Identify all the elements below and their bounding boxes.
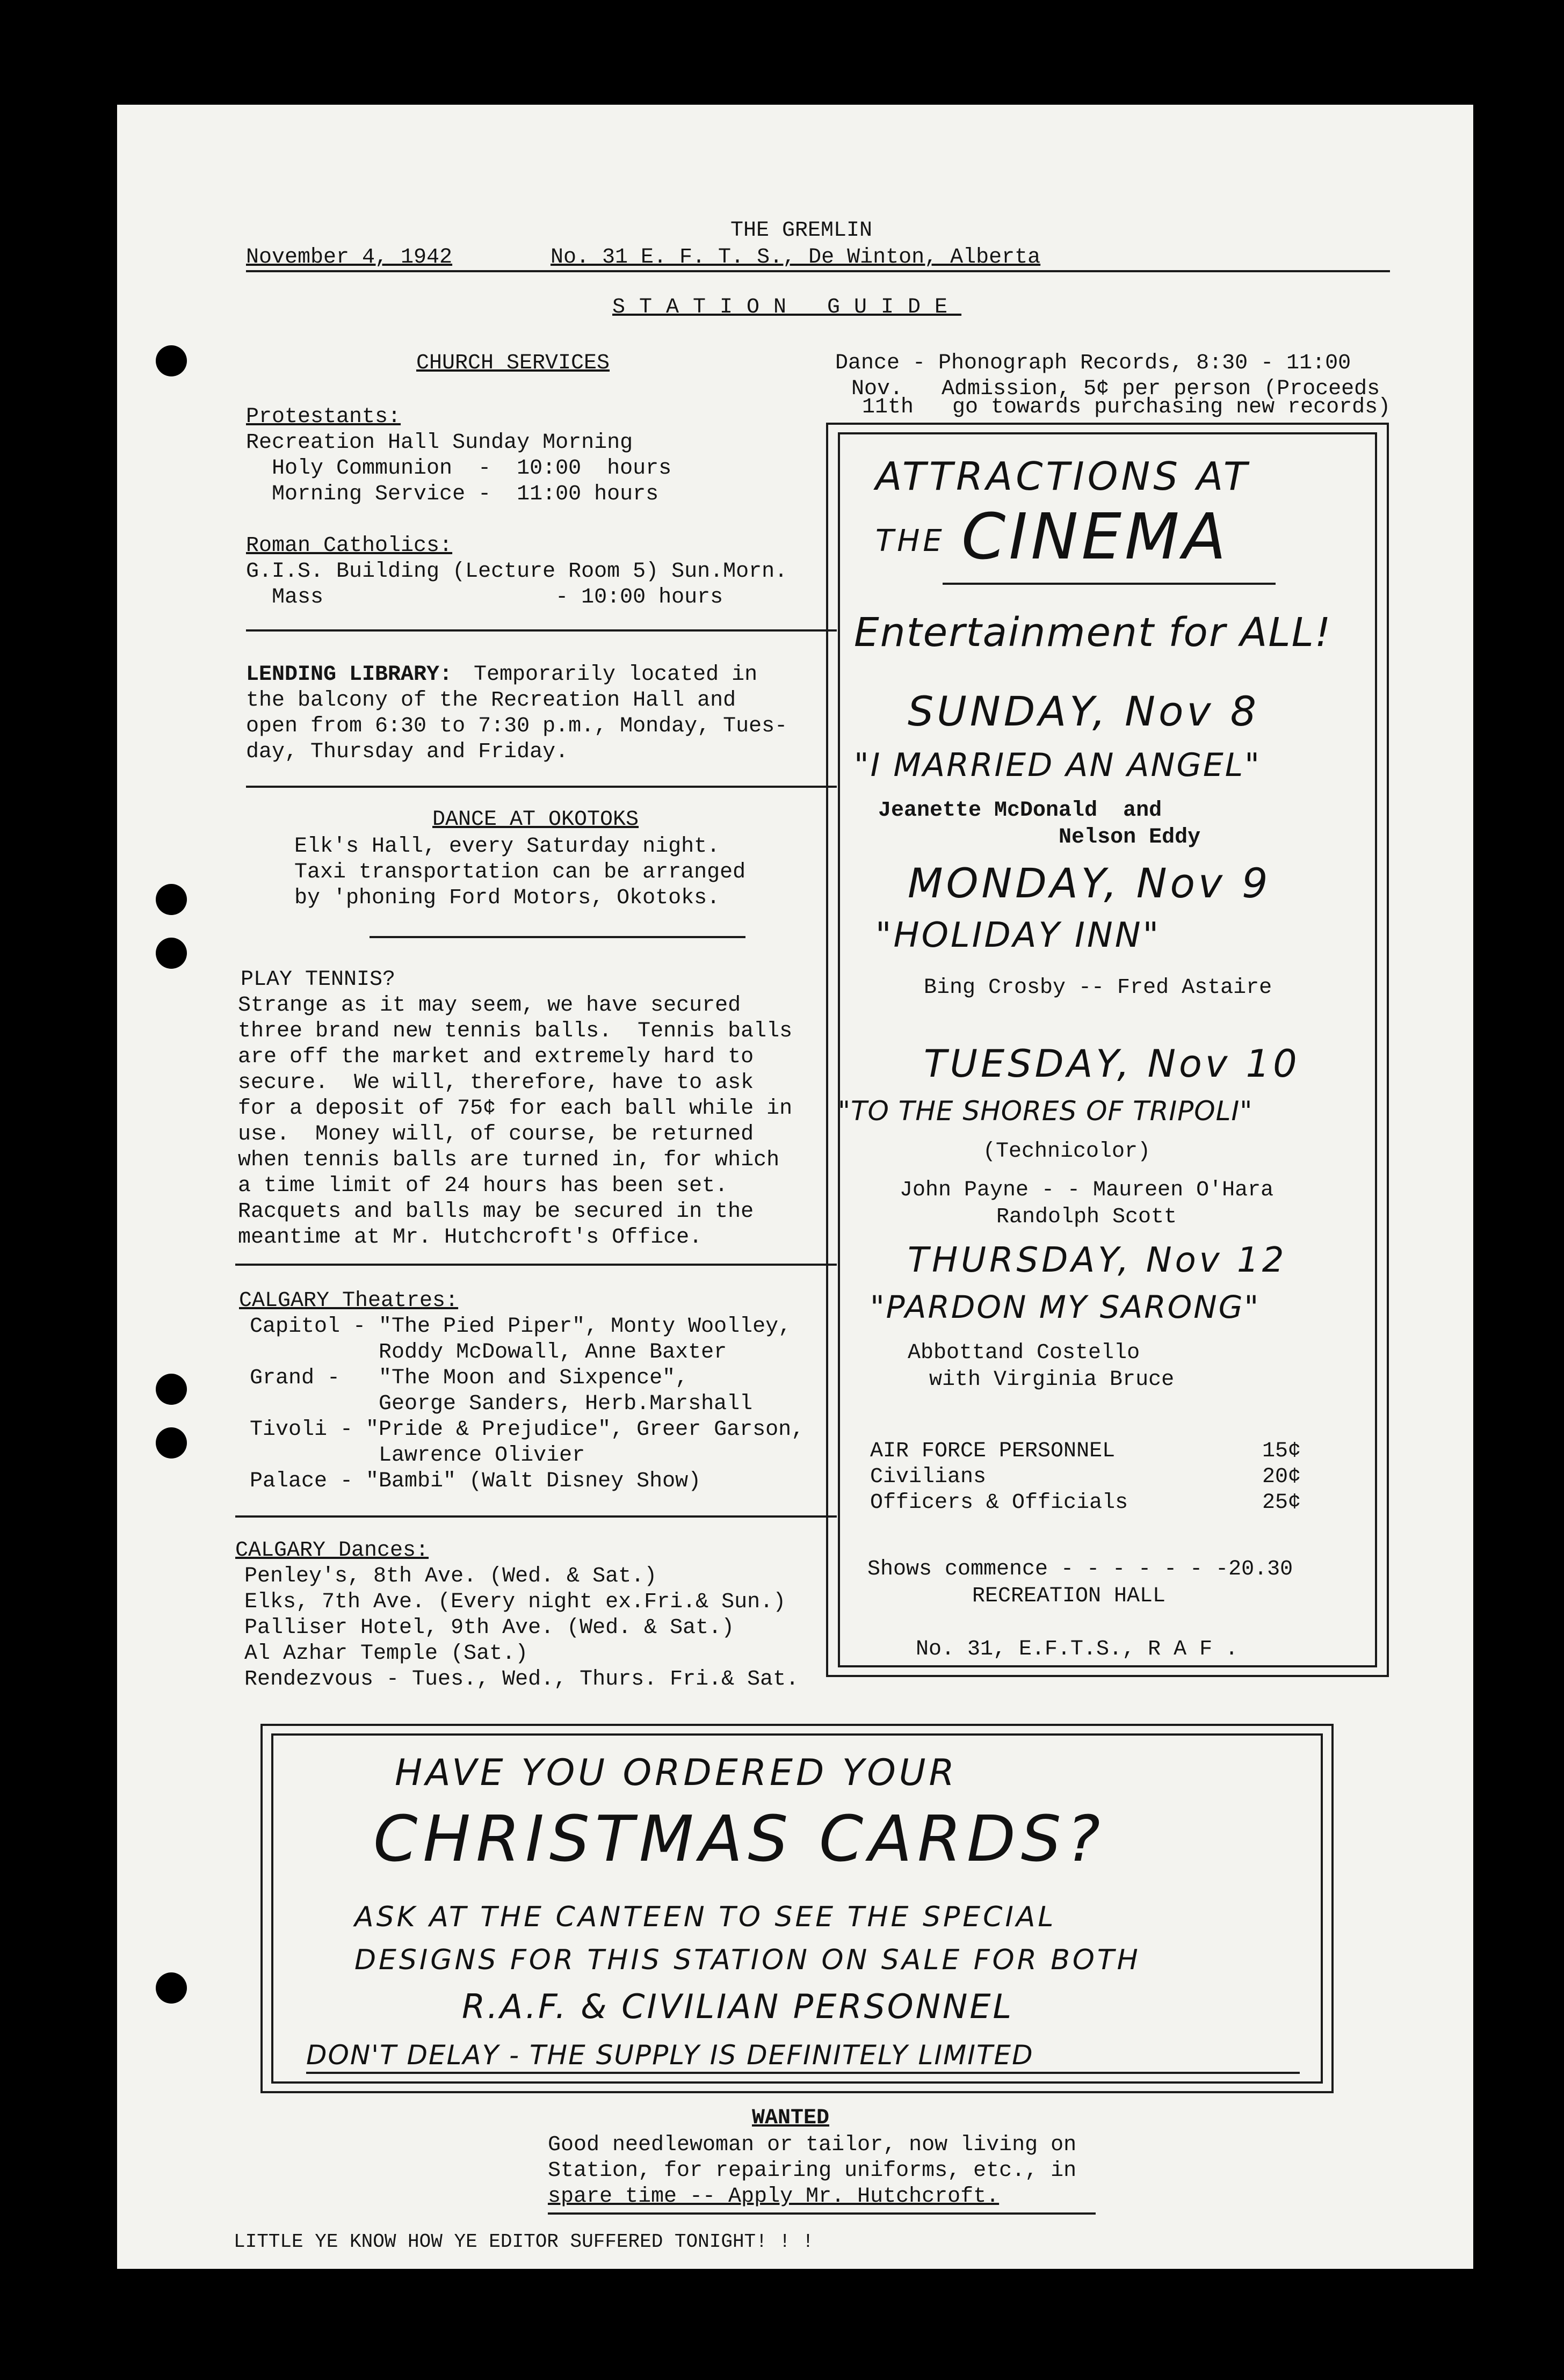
theatre-line: Capitol - "The Pied Piper", Monty Woolley, bbox=[250, 1315, 792, 1339]
calgary-theatres-heading: CALGARY Theatres: bbox=[239, 1289, 459, 1313]
station-guide-heading: STATION GUIDE bbox=[612, 295, 962, 320]
lending-library-label: LENDING LIBRARY: bbox=[246, 663, 453, 687]
punch-hole bbox=[156, 345, 187, 376]
dance-line: Elks, 7th Ave. (Every night ex.Fri.& Sun.) bbox=[244, 1590, 786, 1614]
tennis-line: secure. We will, therefore, have to ask bbox=[238, 1071, 754, 1095]
show-cast: John Payne - - Maureen O'Hara bbox=[900, 1178, 1274, 1202]
wanted-line: spare time -- Apply Mr. Hutchcroft. bbox=[548, 2185, 1000, 2209]
price-label: Civilians bbox=[870, 1465, 987, 1489]
tennis-line: use. Money will, of course, be returned bbox=[238, 1122, 754, 1147]
christmas-headline: CHRISTMAS CARDS? bbox=[373, 1802, 1106, 1876]
okotoks-line: Taxi transportation can be arranged bbox=[294, 860, 746, 884]
okotoks-heading: DANCE AT OKOTOKS bbox=[432, 808, 639, 832]
cinema-unit: No. 31, E.F.T.S., R A F . bbox=[916, 1637, 1239, 1661]
show-day: THURSDAY, Nov 12 bbox=[908, 1240, 1287, 1280]
punch-hole bbox=[156, 1972, 187, 2004]
section-rule bbox=[246, 629, 837, 632]
library-line: Temporarily located in bbox=[461, 663, 758, 687]
tennis-line: are off the market and extremely hard to bbox=[238, 1045, 754, 1069]
cinema-tagline: Entertainment for ALL! bbox=[854, 609, 1332, 656]
okotoks-line: Elk's Hall, every Saturday night. bbox=[294, 835, 720, 859]
theatre-line: Palace - "Bambi" (Walt Disney Show) bbox=[250, 1469, 701, 1493]
wanted-line: Good needlewoman or tailor, now living on bbox=[548, 2133, 1077, 2157]
wanted-heading: WANTED bbox=[752, 2106, 830, 2130]
tennis-line: when tennis balls are turned in, for which bbox=[238, 1148, 780, 1172]
footer-remark: LITTLE YE KNOW HOW YE EDITOR SUFFERED TONIGHT! ! ! bbox=[234, 2231, 814, 2253]
section-rule bbox=[235, 1264, 837, 1266]
dance-line: Penley's, 8th Ave. (Wed. & Sat.) bbox=[244, 1564, 657, 1588]
price-label: AIR FORCE PERSONNEL bbox=[870, 1439, 1116, 1463]
library-line: open from 6:30 to 7:30 p.m., Monday, Tues- bbox=[246, 714, 788, 738]
christmas-line: R.A.F. & CIVILIAN PERSONNEL bbox=[462, 1987, 1014, 2026]
show-cast: Jeanette McDonald and bbox=[878, 799, 1162, 823]
theatre-line: Grand - "The Moon and Sixpence", bbox=[250, 1366, 689, 1390]
roman-catholics-label: Roman Catholics: bbox=[246, 534, 453, 558]
dance-line: Al Azhar Temple (Sat.) bbox=[244, 1642, 528, 1666]
cinema-venue: RECREATION HALL bbox=[972, 1584, 1166, 1608]
theatre-line: George Sanders, Herb.Marshall bbox=[250, 1392, 753, 1416]
catholic-line: G.I.S. Building (Lecture Room 5) Sun.Morn. bbox=[246, 560, 788, 584]
shows-commence: Shows commence - - - - - - -20.30 bbox=[867, 1557, 1293, 1581]
protestant-line: Morning Service - 11:00 hours bbox=[246, 482, 659, 506]
masthead-rule bbox=[246, 270, 1390, 272]
church-services-heading: CHURCH SERVICES bbox=[416, 351, 610, 375]
punch-hole bbox=[156, 938, 187, 969]
library-line: the balcony of the Recreation Hall and bbox=[246, 688, 736, 713]
punch-hole bbox=[156, 884, 187, 915]
price-value: 25¢ bbox=[1262, 1491, 1301, 1515]
section-rule bbox=[235, 1515, 837, 1518]
cinema-title-line: ATTRACTIONS AT bbox=[875, 454, 1250, 499]
issue-date: November 4, 1942 bbox=[246, 245, 453, 270]
station-location: No. 31 E. F. T. S., De Winton, Alberta bbox=[551, 245, 1041, 270]
library-line: day, Thursday and Friday. bbox=[246, 740, 569, 764]
station-dance-line: Dance - Phonograph Records, 8:30 - 11:00 bbox=[835, 351, 1351, 375]
theatre-line: Tivoli - "Pride & Prejudice", Greer Garson, bbox=[250, 1418, 805, 1442]
punch-hole bbox=[156, 1374, 187, 1405]
show-cast: Nelson Eddy bbox=[878, 825, 1201, 850]
show-film: "TO THE SHORES OF TRIPOLI" bbox=[838, 1095, 1253, 1127]
tennis-line: for a deposit of 75¢ for each ball while in bbox=[238, 1097, 793, 1121]
station-dance-line: 11th go towards purchasing new records) bbox=[862, 395, 1391, 419]
cinema-title-the: THE bbox=[875, 524, 945, 558]
christmas-line: HAVE YOU ORDERED YOUR bbox=[395, 1752, 958, 1794]
tennis-line: a time limit of 24 hours has been set. bbox=[238, 1174, 728, 1198]
protestant-line: Recreation Hall Sunday Morning bbox=[246, 431, 633, 455]
show-day: TUESDAY, Nov 10 bbox=[924, 1042, 1300, 1086]
show-film: "I MARRIED AN ANGEL" bbox=[854, 746, 1261, 784]
punch-hole bbox=[156, 1427, 187, 1459]
show-film: "HOLIDAY INN" bbox=[875, 916, 1161, 955]
tennis-line: three brand new tennis balls. Tennis balls bbox=[238, 1019, 793, 1043]
show-cast: Randolph Scott bbox=[996, 1205, 1177, 1229]
christmas-line: DESIGNS FOR THIS STATION ON SALE FOR BOTH bbox=[354, 1944, 1141, 1976]
tennis-line: Strange as it may seem, we have secured bbox=[238, 993, 741, 1018]
section-rule bbox=[246, 786, 837, 788]
section-rule bbox=[370, 936, 745, 938]
show-day: MONDAY, Nov 9 bbox=[908, 859, 1271, 907]
price-value: 20¢ bbox=[1262, 1465, 1301, 1489]
theatre-line: Lawrence Olivier bbox=[250, 1443, 585, 1468]
christmas-line: DON'T DELAY - THE SUPPLY IS DEFINITELY LIMITED bbox=[306, 2040, 1034, 2071]
dance-line: Palliser Hotel, 9th Ave. (Wed. & Sat.) bbox=[244, 1616, 735, 1640]
theatre-line: Roddy McDowall, Anne Baxter bbox=[250, 1340, 727, 1365]
protestant-line: Holy Communion - 10:00 hours bbox=[246, 456, 672, 481]
christmas-line: ASK AT THE CANTEEN TO SEE THE SPECIAL bbox=[354, 1901, 1056, 1933]
christmas-underline bbox=[306, 2072, 1300, 2074]
show-cast: with Virginia Bruce bbox=[929, 1368, 1175, 1392]
tennis-line: Racquets and balls may be secured in the bbox=[238, 1200, 754, 1224]
okotoks-line: by 'phoning Ford Motors, Okotoks. bbox=[294, 886, 720, 910]
tennis-heading: PLAY TENNIS? bbox=[241, 968, 396, 992]
show-cast: Bing Crosby -- Fred Astaire bbox=[924, 976, 1272, 1000]
calgary-dances-heading: CALGARY Dances: bbox=[235, 1539, 429, 1563]
protestants-label: Protestants: bbox=[246, 405, 401, 429]
station-dance-line: Nov. Admission, 5¢ per person (Proceeds bbox=[851, 377, 1380, 401]
cinema-title-underline bbox=[943, 583, 1276, 585]
newsletter-title: THE GREMLIN bbox=[730, 219, 873, 243]
dance-line: Rendezvous - Tues., Wed., Thurs. Fri.& Sat. bbox=[244, 1667, 799, 1692]
show-film: "PARDON MY SARONG" bbox=[870, 1289, 1261, 1325]
tennis-line: meantime at Mr. Hutchcroft's Office. bbox=[238, 1225, 703, 1250]
price-label: Officers & Officials bbox=[870, 1491, 1128, 1515]
show-cast: (Technicolor) bbox=[983, 1140, 1151, 1164]
show-day: SUNDAY, Nov 8 bbox=[908, 687, 1260, 735]
wanted-rule bbox=[548, 2212, 1096, 2215]
wanted-line: Station, for repairing uniforms, etc., in bbox=[548, 2159, 1077, 2183]
show-cast: Abbottand Costello bbox=[908, 1341, 1140, 1365]
catholic-line: Mass - 10:00 hours bbox=[246, 585, 723, 609]
cinema-title-word: CINEMA bbox=[961, 499, 1229, 574]
price-value: 15¢ bbox=[1262, 1439, 1301, 1463]
